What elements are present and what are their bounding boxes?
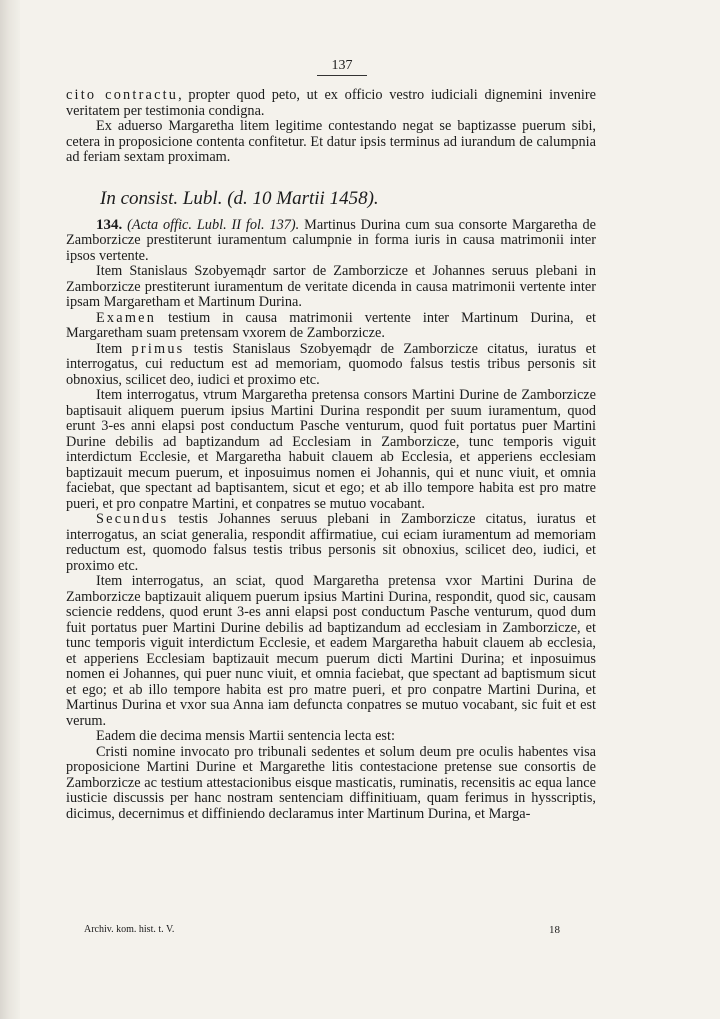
paragraph-text: testis Johannes seruus plebani in Zamborzicze citatus, iuratus et interrogatus, an sciat generalia, respondit affirmatiue, cui eciam iuramentum ad memoriam reductum est, quomodo falsus testis tribus personis sit obnoxius, scilicet deo, iudici, et proximo etc.: [66, 511, 596, 574]
paragraph: [66, 311, 596, 342]
page-number-text: 137: [331, 58, 353, 73]
spaced-text: Examen: [96, 309, 157, 326]
spaced-text: Secundus: [96, 511, 169, 527]
paragraph-text: , propter quod peto, ut ex officio vestro iudiciali dignemini invenire veritatem per testimonia condigna.: [66, 87, 596, 119]
paragraph: [66, 342, 596, 389]
paragraph-continuation: [66, 88, 596, 119]
paragraph: Item interrogatus, vtrum Margaretha pretensa consors Martini Durine de Zamborzicze baptisauit aliquem puerum ipsius Martini Durina respondit per suum iuramentum, quod erunt 3-es anni elapsi post conductum Pasche venturum, quod fuit portatus puer Martini Durine debilis ad baptizandum ad Ecclesiam in Zamborzicze, tunc temporis viguit interdictum Ecclesie, et Margaretha habuit clauem ab Ecclesia, et apperiens ecclesiam baptizauit mecum puerum, et inposuimus nomen ei Johannis, qui et nunc viuit, et omnia faciebat, que spectant ad baptisantem, sicut et ego; et ab illo tempore habita est pro matre pueri, et pro conpatre Martini, et conpatres se mutuo vocabant.: [66, 387, 596, 512]
entry-paragraph: [66, 218, 596, 265]
footer-source: Archiv. kom. hist. t. V.: [84, 924, 175, 935]
paragraph: Eadem die decima mensis Martii sentencia lecta est:: [96, 728, 395, 744]
page-footer: [84, 924, 560, 936]
page-number: [302, 58, 382, 76]
spaced-text: primus: [131, 340, 185, 357]
paragraph-text: testium in causa matrimonii vertente inter Martinum Durina, et Margaretham suam pretensam vxorem de Zamborzicze.: [66, 309, 596, 341]
paragraph: Item interrogatus, an sciat, quod Margaretha pretensa vxor Martini Durina de Zamborzicze baptizauit aliquem puerum ipsius Martini Durina, respondit, quod sic, causam sciencie reddens, quod erunt 3-es anni elapsi post conductum Pasche venturum, quod dum fuit portatus puer Martini Durine debilis ad baptizandum ad ecclesiam in Zamborzicze, et tunc temporis viguit interdictum Ecclesie, et eadem Margaretha habuit clauem ab ecclesia, et apperiens Ecclesiam baptizauit mecum puerum dicti Martini Durina; et inposuimus nomen ei Johannes, qui puer nunc viuit, et omnia faciebat, que spectant ad baptismum sicut et ego; et ab illo tempore habita est pro matre pueri, et pro conpatre Martini Durina, et Martinus Durina et vxor sua Anna iam defuncta conpatres se mutuo vocabant, sic fuit et est verum.: [66, 573, 596, 729]
section-heading: In consist. Lubl. (d. 10 Martii 1458).: [100, 187, 379, 209]
spaced-text: cito contractu: [66, 87, 179, 103]
paragraph-text: testis Stanislaus Szobyemądr de Zamborzicze citatus, iuratus et interrogatus, cui reductum est ad memoriam, quomodo falsus testis tribus personis sit obnoxius, scilicet deo, iudici et proximo etc.: [66, 340, 596, 388]
page-number-rule: [317, 75, 367, 76]
paragraph-text: Martinus Durina cum sua consorte Margaretha de Zamborzicze prestiterunt iuramentum calumpnie in forma iuris in causa matrimonii inter ipsos vertente.: [66, 216, 596, 264]
entry-number: 134.: [96, 216, 123, 233]
paragraph-text: Item: [96, 340, 132, 357]
page-body: [66, 88, 596, 822]
paragraph: Item Stanislaus Szobyemądr sartor de Zamborzicze et Johannes seruus plebani in Zamborzicze prestiterunt iuramentum de veritate dicenda in causa matrimonii vertente inter ipsam Margaretham et Martinum Durina.: [66, 263, 596, 310]
book-binding-edge: [0, 0, 20, 1019]
signature-mark: 18: [549, 924, 560, 936]
paragraph: Ex aduerso Margaretha litem legitime contestando negat se baptizasse puerum sibi, cetera in proposicione contenta confitetur. Et datur ipsis terminus ad iurandum de calumpnia ad feriam sextam proximam.: [66, 118, 596, 165]
source-reference: (Acta offic. Lubl. II fol. 137).: [127, 216, 300, 233]
paragraph: Cristi nomine invocato pro tribunali sedentes et solum deum pre oculis habentes visa proposicione Martini Durine et Margarethe litis contestacione pretense sue consortis de Zamborzicze ac testium attestacionibus eisque masticatis, ruminatis, recensitis ac equa lance iusticie discussis per hanc nostram sentenciam diffinitiuam, quam ferimus in hysscriptis, dicimus, decernimus et diffiniendo declaramus inter Martinum Durina, et Marga-: [66, 743, 596, 822]
paragraph: [66, 512, 596, 574]
